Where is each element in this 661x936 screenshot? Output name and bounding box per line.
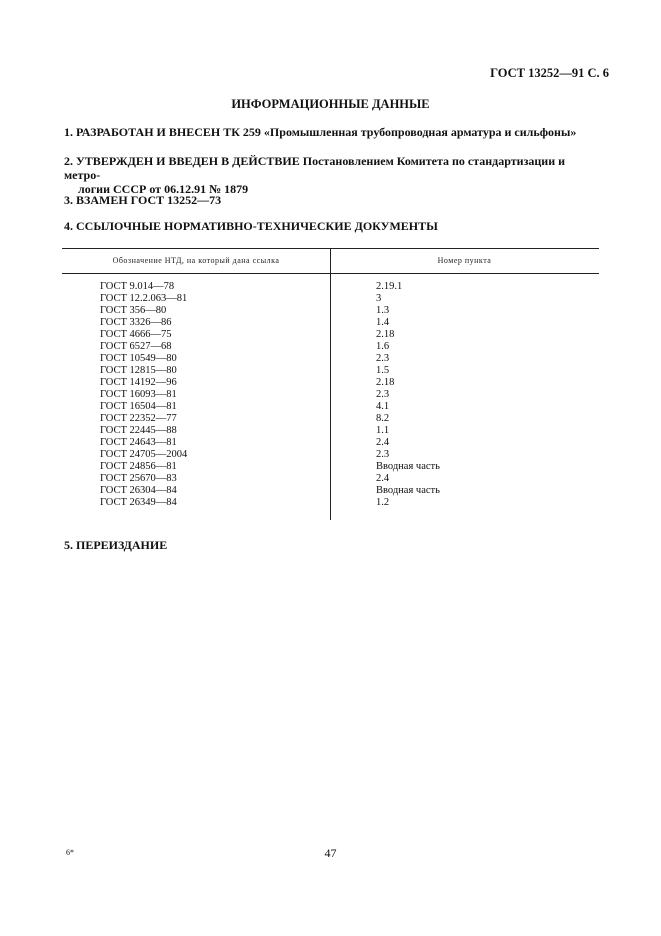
table-row: [62, 473, 599, 485]
table-cell-document: ГОСТ 3326—86: [100, 317, 172, 328]
table-cell-item: 1.4: [376, 317, 390, 328]
section-4-references: 4. ССЫЛОЧНЫЕ НОРМАТИВНО-ТЕХНИЧЕСКИЕ ДОКУМЕНТЫ: [64, 219, 438, 233]
table-cell-document: ГОСТ 12.2.063—81: [100, 293, 188, 304]
table-cell-document: ГОСТ 4666—75: [100, 329, 172, 340]
table-row: [62, 497, 599, 509]
table-cell-document: ГОСТ 24856—81: [100, 461, 177, 472]
section-2-line-1: 2. УТВЕРЖДЕН И ВВЕДЕН В ДЕЙСТВИЕ Постановлением Комитета по стандартизации и метро-: [64, 154, 566, 182]
table-row: [62, 425, 599, 437]
table-row: [62, 365, 599, 377]
table-cell-document: ГОСТ 12815—80: [100, 365, 177, 376]
table-row: [62, 305, 599, 317]
table-row: [62, 401, 599, 413]
page-number: 47: [324, 846, 337, 860]
table-cell-document: ГОСТ 14192—96: [100, 377, 177, 388]
table-cell-item: 2.18: [376, 329, 395, 340]
table-cell-item: 1.6: [376, 341, 390, 352]
section-5-reissue: 5. ПЕРЕИЗДАНИЕ: [64, 538, 168, 552]
table-cell-item: 3: [376, 293, 382, 304]
table-cell-document: ГОСТ 16093—81: [100, 389, 177, 400]
table-cell-item: 2.4: [376, 437, 390, 448]
table-row: [62, 353, 599, 365]
table-cell-item: 2.4: [376, 473, 390, 484]
table-header-item: Номер пункта: [437, 256, 492, 265]
table-row: [62, 341, 599, 353]
section-title: ИНФОРМАЦИОННЫЕ ДАННЫЕ: [231, 97, 430, 111]
table-cell-document: ГОСТ 22352—77: [100, 413, 177, 424]
table-cell-document: ГОСТ 26349—84: [100, 497, 177, 508]
table-cell-item: 2.3: [376, 449, 390, 460]
table-cell-item: 2.19.1: [376, 281, 403, 292]
section-2-approved: [64, 154, 604, 196]
section-1-developed: 1. РАЗРАБОТАН И ВНЕСЕН ТК 259 «Промышленная трубопроводная арматура и сильфоны»: [64, 125, 577, 139]
table-row: [62, 461, 599, 473]
table-cell-item: Вводная часть: [376, 485, 440, 496]
table-row: [62, 485, 599, 497]
table-row: [62, 317, 599, 329]
table-body: [62, 281, 599, 509]
section-3-replaces: 3. ВЗАМЕН ГОСТ 13252—73: [64, 193, 222, 207]
table-cell-item: 1.2: [376, 497, 390, 508]
table-cell-item: 2.3: [376, 353, 390, 364]
table-row: [62, 437, 599, 449]
table-row: [62, 329, 599, 341]
references-table: [62, 248, 599, 520]
table-cell-item: 2.3: [376, 389, 390, 400]
table-cell-document: ГОСТ 356—80: [100, 305, 167, 316]
table-cell-item: 8.2: [376, 413, 390, 424]
table-row: [62, 293, 599, 305]
table-row: [62, 389, 599, 401]
corner-mark: 6*: [66, 848, 74, 857]
section-2-line-2: логии СССР от 06.12.91 № 1879: [78, 182, 249, 196]
table-cell-document: ГОСТ 24643—81: [100, 437, 177, 448]
table-cell-item: Вводная часть: [376, 461, 440, 472]
table-row: [62, 449, 599, 461]
table-cell-document: ГОСТ 26304—84: [100, 485, 177, 496]
table-cell-document: ГОСТ 10549—80: [100, 353, 177, 364]
page-header: ГОСТ 13252—91 С. 6: [490, 66, 609, 80]
table-row: [62, 281, 599, 293]
table-cell-item: 1.5: [376, 365, 390, 376]
table-cell-document: ГОСТ 6527—68: [100, 341, 172, 352]
table-header-document: Обозначение НТД, на который дана ссылка: [112, 256, 280, 265]
table-cell-document: ГОСТ 9.014—78: [100, 281, 175, 292]
table-cell-item: 1.3: [376, 305, 390, 316]
table-row: [62, 413, 599, 425]
table-cell-item: 2.18: [376, 377, 395, 388]
table-cell-document: ГОСТ 16504—81: [100, 401, 177, 412]
table-row: [62, 377, 599, 389]
table-cell-item: 4.1: [376, 401, 390, 412]
table-cell-document: ГОСТ 24705—2004: [100, 449, 188, 460]
table-cell-document: ГОСТ 22445—88: [100, 425, 177, 436]
table-cell-item: 1.1: [376, 425, 390, 436]
table-cell-document: ГОСТ 25670—83: [100, 473, 177, 484]
